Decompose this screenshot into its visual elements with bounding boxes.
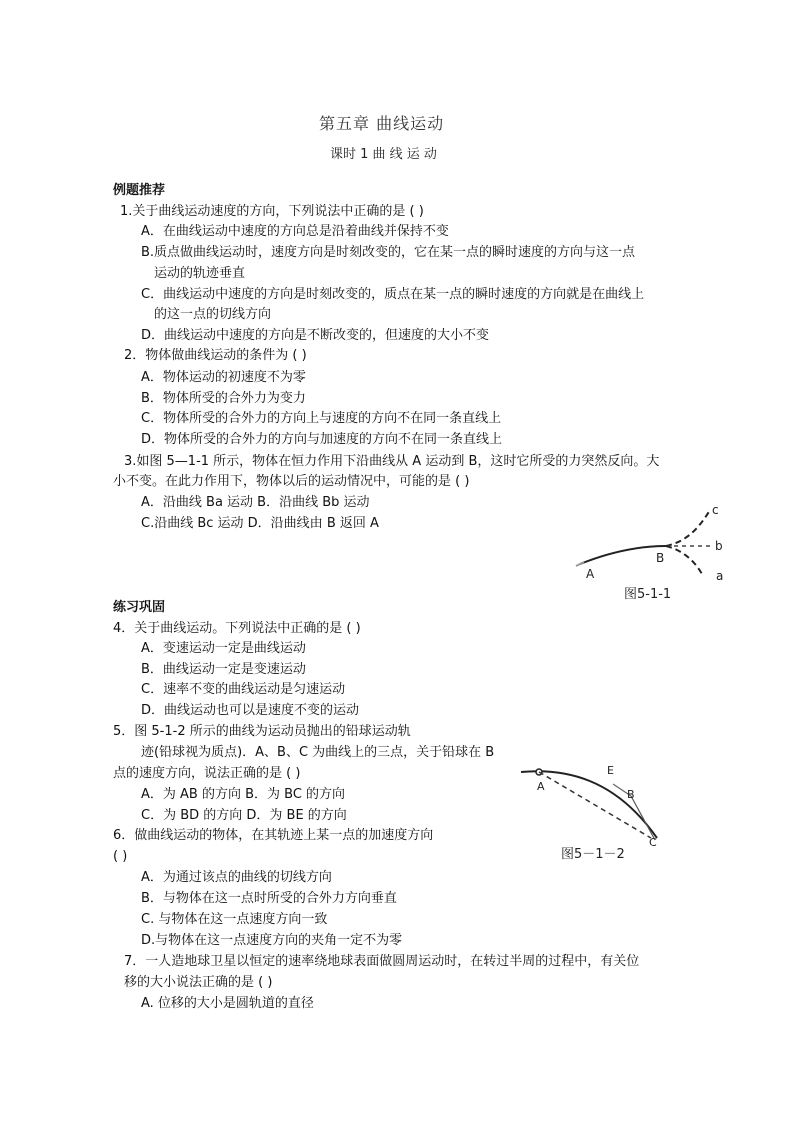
option-1b-cont: 运动的轨迹垂直	[154, 266, 246, 281]
figure-5-1-1-caption: 图5-1-1	[624, 587, 672, 602]
option-1a: A．在曲线运动中速度的方向总是沿着曲线并保持不变	[141, 224, 449, 239]
options-3ab: A．沿曲线 Ba 运动 B．沿曲线 Bb 运动	[141, 495, 370, 510]
question-7-cont: 移的大小说法正确的是 ( )	[124, 975, 273, 990]
options-5ab: A．为 AB 的方向 B．为 BC 的方向	[141, 787, 346, 802]
curve-a-tail	[576, 562, 584, 566]
question-5-cont-1: 迹(铅球视为质点)．A、B、C 为曲线上的三点，关于铅球在 B	[141, 745, 495, 760]
option-1d: D．曲线运动中速度的方向是不断改变的，但速度的大小不变	[141, 328, 490, 343]
section-heading-examples: 例题推荐	[113, 183, 166, 198]
label-a: a	[716, 569, 724, 580]
figure-5-1-2-caption: 图5－1－2	[561, 847, 625, 862]
label-c: c	[712, 503, 719, 517]
option-4b: B．曲线运动一定是变速运动	[141, 662, 306, 677]
option-1b: B.质点做曲线运动时，速度方向是时刻改变的，它在某一点的瞬时速度的方向与这一点	[141, 245, 636, 260]
question-2: 2．物体做曲线运动的条件为 ( )	[124, 348, 307, 363]
lesson-title: 课时 1 曲 线 运 动	[330, 147, 437, 162]
option-2b: B．物体所受的合外力为变力	[141, 391, 306, 406]
option-4c: C．速率不变的曲线运动是匀速运动	[141, 682, 346, 697]
option-6d: D.与物体在这一点速度方向的夹角一定不为零	[141, 933, 403, 948]
curve-a-to-b	[580, 546, 666, 564]
options-3cd: C.沿曲线 Bc 运动 D．沿曲线由 B 返回 A	[141, 516, 379, 531]
option-4a: A．变速运动一定是曲线运动	[141, 641, 306, 656]
label-b2: B	[627, 788, 635, 801]
path-bc	[666, 510, 710, 546]
option-2c: C．物体所受的合外力的方向上与速度的方向不在同一条直线上	[141, 411, 502, 426]
option-1c-cont: 的这一点的切线方向	[154, 307, 272, 322]
question-6-cont: ( )	[113, 849, 128, 864]
figure-5-1-1	[570, 500, 740, 580]
question-1: 1.关于曲线运动速度的方向，下列说法中正确的是 ( )	[120, 204, 424, 219]
option-6a: A．为通过该点的曲线的切线方向	[141, 870, 332, 885]
question-6: 6．做曲线运动的物体，在其轨迹上某一点的加速度方向	[113, 828, 434, 843]
line-ab-dashed	[539, 772, 651, 838]
option-6c: C. 与物体在这一点速度方向一致	[141, 912, 328, 927]
option-7a: A. 位移的大小是圆轨道的直径	[141, 996, 314, 1011]
option-6b: B．与物体在这一点时所受的合外力方向垂直	[141, 891, 397, 906]
option-4d: D．曲线运动也可以是速度不变的运动	[141, 703, 360, 718]
section-heading-practice: 练习巩固	[113, 600, 166, 615]
question-3-cont: 小不变。在此力作用下，物体以后的运动情况中，可能的是 ( )	[113, 474, 470, 489]
label-b: b	[715, 539, 723, 553]
question-5: 5．图 5-1-2 所示的曲线为运动员抛出的铅球运动轨	[113, 724, 411, 739]
path-ba	[666, 546, 702, 574]
chapter-title: 第五章 曲线运动	[319, 114, 445, 133]
question-4: 4．关于曲线运动。下列说法中正确的是 ( )	[113, 621, 361, 636]
question-5-cont-2: 点的速度方向，说法正确的是 ( )	[113, 766, 301, 781]
question-7: 7．一人造地球卫星以恒定的速率绕地球表面做圆周运动时，在转过半周的过程中，有关位	[124, 954, 640, 969]
option-1c: C．曲线运动中速度的方向是时刻改变的，质点在某一点的瞬时速度的方向就是在曲线上	[141, 287, 645, 302]
figure-5-1-2	[515, 760, 665, 850]
options-5cd: C．为 BD 的方向 D．为 BE 的方向	[141, 808, 347, 823]
option-2a: A．物体运动的初速度不为零	[141, 370, 306, 385]
question-3: 3.如图 5—1-1 所示，物体在恒力作用下沿曲线从 A 运动到 B，这时它所受的力突然反向。大	[124, 454, 660, 469]
option-2d: D．物体所受的合外力的方向与加速度的方向不在同一条直线上	[141, 432, 503, 447]
label-a2: A	[537, 780, 545, 793]
label-point-a: A	[586, 567, 595, 580]
label-e: E	[607, 764, 614, 777]
label-point-b: B	[656, 551, 665, 565]
label-c2: C	[649, 836, 657, 849]
